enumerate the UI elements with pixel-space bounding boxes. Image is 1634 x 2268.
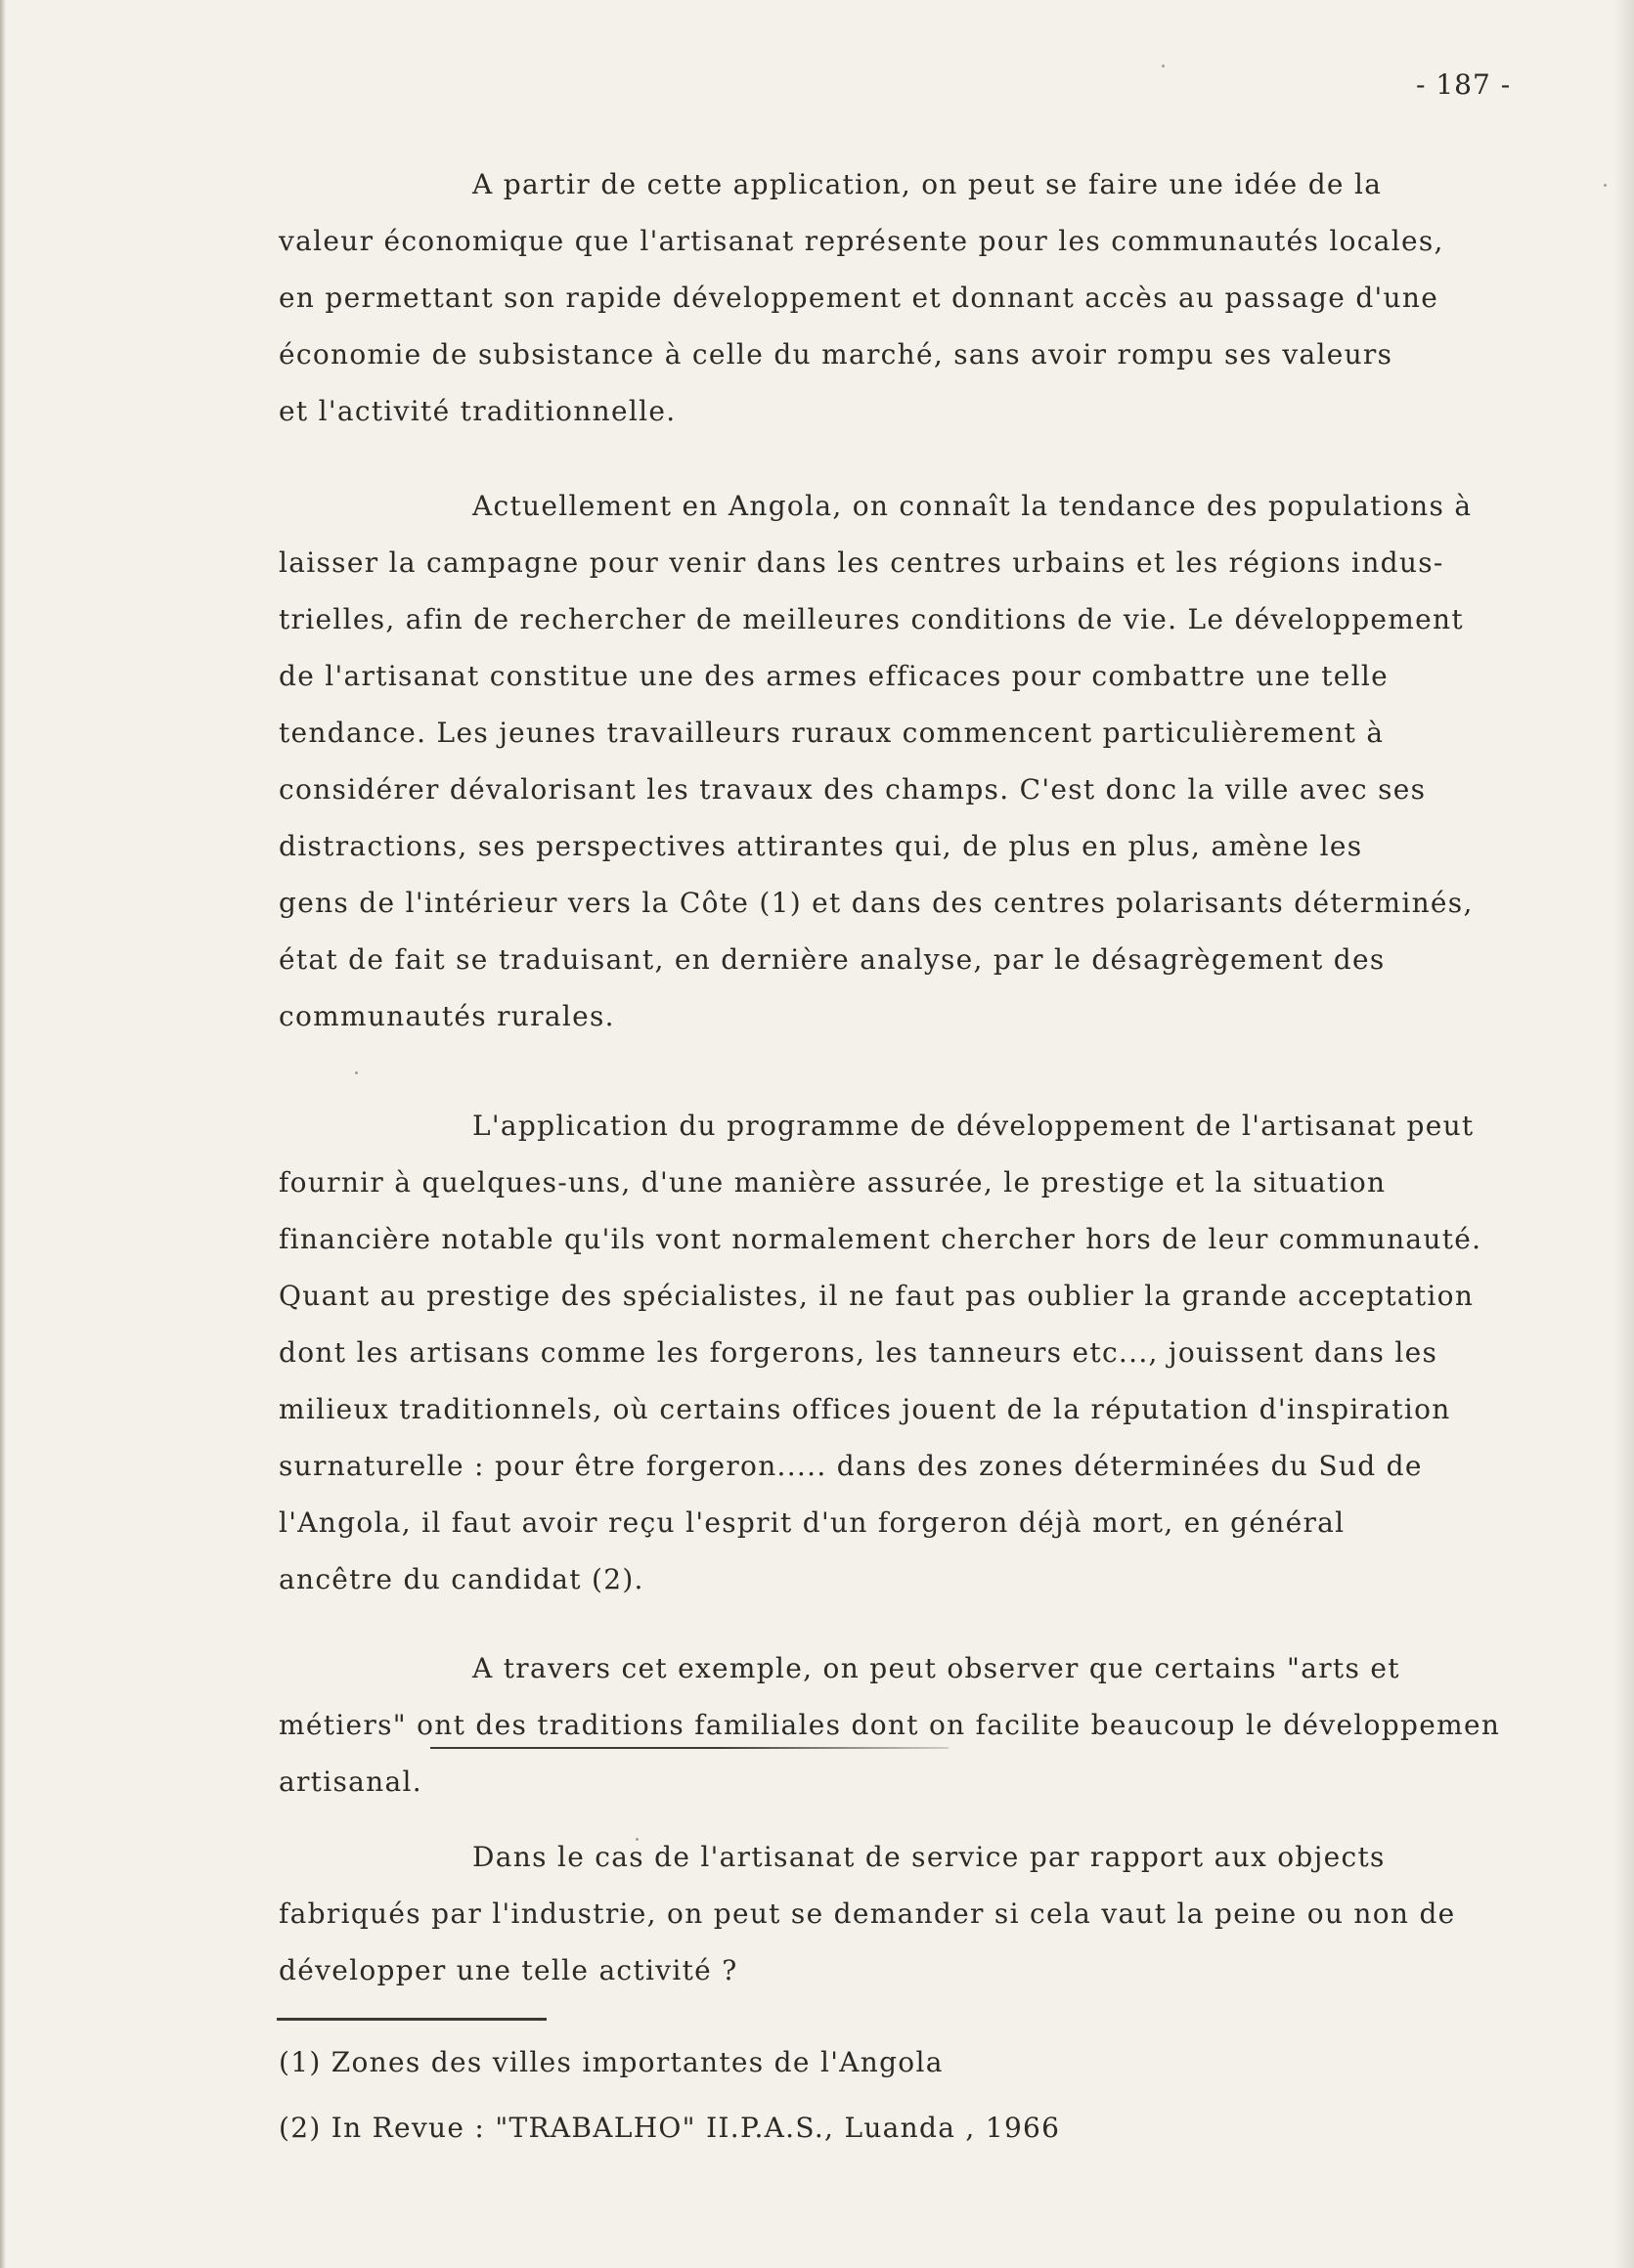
paragraph-3-line-2: fournir à quelques-uns, d'une manière assurée, le prestige et la situation	[279, 1166, 1387, 1199]
paragraph-1-line-4: économie de subsistance à celle du marché, sans avoir rompu ses valeurs	[279, 338, 1393, 371]
paragraph-1-line-5: et l'activité traditionnelle.	[279, 395, 677, 427]
paragraph-3-line-1: L'application du programme de développement de l'artisanat peut	[472, 1110, 1475, 1142]
page-left-edge-shadow	[0, 0, 6, 2268]
paragraph-3-line-3: financière notable qu'ils vont normalement chercher hors de leur communauté.	[279, 1223, 1482, 1255]
paragraph-2-line-10: communautés rurales.	[279, 1000, 615, 1032]
paragraph-4-line-3: artisanal.	[279, 1766, 422, 1798]
paragraph-3-line-4: Quant au prestige des spécialistes, il ne faut pas oublier la grande acceptation	[279, 1280, 1475, 1312]
paragraph-3-line-6: milieux traditionnels, où certains offices jouent de la réputation d'inspiration	[279, 1393, 1451, 1425]
paragraph-4-line-2: métiers" ont des traditions familiales dont on facilite beaucoup le développemen	[279, 1709, 1501, 1741]
paragraph-4-line-1: A travers cet exemple, on peut observer que certains "arts et	[472, 1652, 1400, 1684]
paragraph-2-line-5: tendance. Les jeunes travailleurs ruraux commencent particulièrement à	[279, 717, 1385, 749]
paragraph-3-line-7: surnaturelle : pour être forgeron..... dans des zones déterminées du Sud de	[279, 1450, 1423, 1482]
handwritten-underline	[430, 1747, 949, 1749]
paragraph-1-line-1: A partir de cette application, on peut se faire une idée de la	[472, 168, 1383, 200]
footnote-1: (1) Zones des villes importantes de l'Angola	[279, 2046, 944, 2078]
paragraph-5-line-2: fabriqués par l'industrie, on peut se demander si cela vaut la peine ou non de	[279, 1897, 1456, 1930]
paragraph-2-line-9: état de fait se traduisant, en dernière analyse, par le désagrègement des	[279, 943, 1386, 976]
paragraph-5-line-3: développer une telle activité ?	[279, 1954, 738, 1986]
paragraph-1-line-2: valeur économique que l'artisanat représente pour les communautés locales,	[279, 225, 1444, 257]
paragraph-2-line-2: laisser la campagne pour venir dans les centres urbains et les régions indus-	[279, 546, 1444, 579]
paragraph-2-line-8: gens de l'intérieur vers la Côte (1) et dans des centres polarisants déterminés,	[279, 887, 1474, 919]
paragraph-5-line-1: Dans le cas de l'artisanat de service par rapport aux objects	[472, 1841, 1386, 1873]
paragraph-2-line-1: Actuellement en Angola, on connaît la tendance des populations à	[472, 490, 1473, 522]
paper-speck	[1162, 65, 1165, 67]
paragraph-3-line-9: ancêtre du candidat (2).	[279, 1563, 644, 1595]
footnote-2: (2) In Revue : "TRABALHO" II.P.A.S., Luanda , 1966	[279, 2112, 1061, 2144]
paragraph-3-line-5: dont les artisans comme les forgerons, les tanneurs etc..., jouissent dans les	[279, 1336, 1438, 1369]
paragraph-2-line-7: distractions, ses perspectives attirantes qui, de plus en plus, amène les	[279, 830, 1363, 862]
footnote-separator	[277, 2018, 547, 2021]
paragraph-2-line-4: de l'artisanat constitue une des armes efficaces pour combattre une telle	[279, 660, 1390, 692]
paragraph-1-line-3: en permettant son rapide développement et donnant accès au passage d'une	[279, 282, 1439, 314]
paper-speck	[1604, 184, 1607, 187]
paper-speck	[355, 1071, 358, 1074]
paper-speck	[636, 1838, 639, 1841]
page-number: - 187 -	[1416, 68, 1512, 101]
page-right-edge-shadow	[1614, 0, 1634, 2268]
paragraph-2-line-6: considérer dévalorisant les travaux des champs. C'est donc la ville avec ses	[279, 773, 1427, 806]
paragraph-2-line-3: trielles, afin de rechercher de meilleures conditions de vie. Le développement	[279, 603, 1464, 635]
paragraph-3-line-8: l'Angola, il faut avoir reçu l'esprit d'un forgeron déjà mort, en général	[279, 1506, 1346, 1539]
